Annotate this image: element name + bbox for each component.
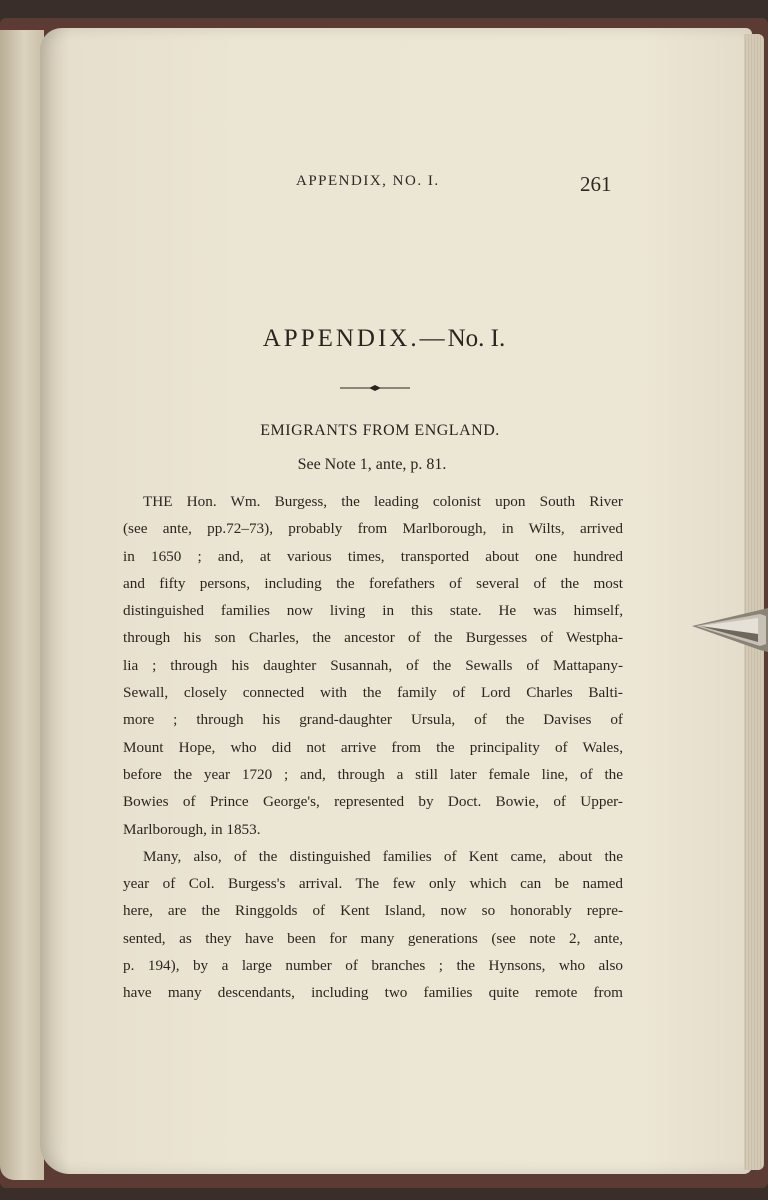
text-line: sented, as they have been for many generations (see note 2, ante, bbox=[123, 929, 623, 947]
left-page-edge bbox=[0, 30, 44, 1180]
text-line: through his son Charles, the ancestor of the Burgesses of Westpha- bbox=[123, 629, 623, 647]
section-title: EMIGRANTS FROM ENGLAND. bbox=[260, 422, 500, 439]
text-line: before the year 1720 ; and, through a still later female line, of the bbox=[123, 765, 623, 783]
text-line: Sewall, closely connected with the family of Lord Charles Balti- bbox=[123, 684, 623, 702]
appendix-heading-suffix: No. I. bbox=[447, 325, 506, 352]
text-line: year of Col. Burgess's arrival. The few only which can be named bbox=[123, 875, 623, 893]
text-line: (see ante, pp.72–73), probably from Marlborough, in Wilts, arrived bbox=[123, 520, 623, 538]
body-text bbox=[123, 488, 623, 1007]
text-line: have many descendants, including two families quite remote from bbox=[123, 984, 623, 1002]
text-line: THE Hon. Wm. Burgess, the leading colonist upon South River bbox=[143, 493, 623, 510]
text-line: more ; through his grand-daughter Ursula, of the Davises of bbox=[123, 711, 623, 729]
text-line: Bowies of Prince George's, represented by Doct. Bowie, of Upper- bbox=[123, 793, 623, 811]
text-line: p. 194), by a large number of branches ; the Hynsons, who also bbox=[123, 957, 623, 975]
text-line: and fifty persons, including the forefathers of several of the most bbox=[123, 574, 623, 592]
text-line: here, are the Ringgolds of Kent Island, now so honorably repre- bbox=[123, 902, 623, 920]
metal-bookmark-clip bbox=[690, 604, 768, 656]
ornament-rule bbox=[340, 383, 410, 393]
text-line: in 1650 ; and, at various times, transported about one hundred bbox=[123, 547, 623, 565]
page-number: 261 bbox=[580, 172, 612, 196]
running-head: APPENDIX, NO. I. bbox=[296, 173, 440, 189]
note-reference: See Note 1, ante, p. 81. bbox=[297, 456, 447, 473]
text-line: Marlborough, in 1853. bbox=[123, 820, 261, 838]
text-line: Many, also, of the distinguished families of Kent came, about the bbox=[143, 847, 623, 865]
page-stack-edge bbox=[744, 34, 764, 1170]
text-line: distinguished families now living in this state. He was himself, bbox=[123, 602, 623, 620]
text-line: Mount Hope, who did not arrive from the principality of Wales, bbox=[123, 738, 623, 756]
appendix-heading bbox=[0, 325, 768, 353]
text-line: lia ; through his daughter Susannah, of the Sewalls of Mattapany- bbox=[123, 656, 623, 674]
appendix-heading-main: APPENDIX.— bbox=[262, 325, 448, 352]
